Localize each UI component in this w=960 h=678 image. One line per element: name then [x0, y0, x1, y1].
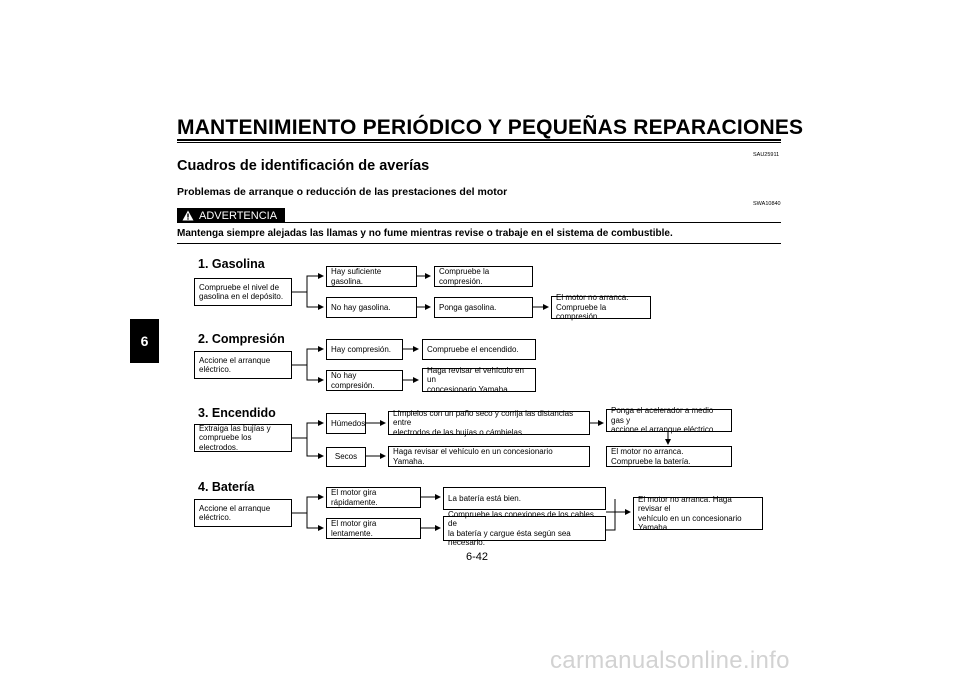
bateria-result-box: El motor no arranca. Haga revisar el vehículo en un concesionario Yamaha.	[633, 497, 763, 530]
gasolina-no-box: No hay gasolina.	[326, 297, 417, 318]
section-code: SAU25911	[753, 152, 780, 158]
gasolina-yes-box: Hay suficiente gasolina.	[326, 266, 417, 287]
encendido-start-box: Extraiga las bujías y compruebe los electrodos.	[194, 424, 292, 452]
gasolina-start-box: Compruebe el nivel de gasolina en el depósito.	[194, 278, 292, 306]
section-bateria-title: 4. Batería	[198, 480, 255, 494]
encendido-dry-action-box: Haga revisar el vehículo en un concesionario Yamaha.	[388, 446, 590, 467]
section-gasolina-title: 1. Gasolina	[198, 257, 265, 271]
watermark: carmanualsonline.info	[550, 647, 790, 674]
gasolina-yes-action-box: Compruebe la compresión.	[434, 266, 533, 287]
page-header-title: MANTENIMIENTO PERIÓDICO Y PEQUEÑAS REPARACIONES	[177, 116, 804, 139]
warning-text: Mantenga siempre alejadas las llamas y no fume mientras revise o trabaje en el sistema de combustible.	[177, 228, 673, 239]
encendido-wet-box: Húmedos	[326, 413, 366, 434]
bateria-slow-box: El motor gira lentamente.	[326, 518, 421, 539]
section-encendido-title: 3. Encendido	[198, 406, 276, 420]
gasolina-no-action-box: Ponga gasolina.	[434, 297, 533, 318]
warning-label: ADVERTENCIA	[199, 209, 278, 222]
encendido-wet-result2-box: El motor no arranca. Compruebe la batería.	[606, 446, 732, 467]
page-number: 6-42	[466, 551, 489, 563]
section-compresion-title: 2. Compresión	[198, 332, 285, 346]
bateria-slow-action-box: Compruebe las conexiones de los cables de la batería y cargue ésta según sea necesario.	[443, 516, 606, 541]
compresion-start-box: Accione el arranque eléctrico.	[194, 351, 292, 379]
bateria-fast-box: El motor gira rápidamente.	[326, 487, 421, 508]
compresion-no-box: No hay compresión.	[326, 370, 403, 391]
chapter-tab: 6	[130, 319, 159, 363]
encendido-wet-result-box: Ponga el acelerador a medio gas y accione el arranque eléctrico.	[606, 409, 732, 432]
compresion-no-action-box: Haga revisar el vehículo en un concesionario Yamaha.	[422, 368, 536, 392]
subsection-title: Problemas de arranque o reducción de las prestaciones del motor	[177, 186, 508, 198]
encendido-wet-action-box: Límpielos con un paño seco y corrija las distancias entre electrodos de las bujías o cámbielas.	[388, 411, 590, 435]
section-title: Cuadros de identificación de averías	[177, 158, 430, 174]
bateria-fast-action-box: La batería está bien.	[443, 487, 606, 510]
warning-code: SWA10840	[753, 201, 781, 207]
gasolina-no-result-box: El motor no arranca. Compruebe la compresión.	[551, 296, 651, 319]
encendido-dry-box: Secos	[326, 447, 366, 467]
compresion-yes-action-box: Compruebe el encendido.	[422, 339, 536, 360]
compresion-yes-box: Hay compresión.	[326, 339, 403, 360]
bateria-start-box: Accione el arranque eléctrico.	[194, 499, 292, 527]
